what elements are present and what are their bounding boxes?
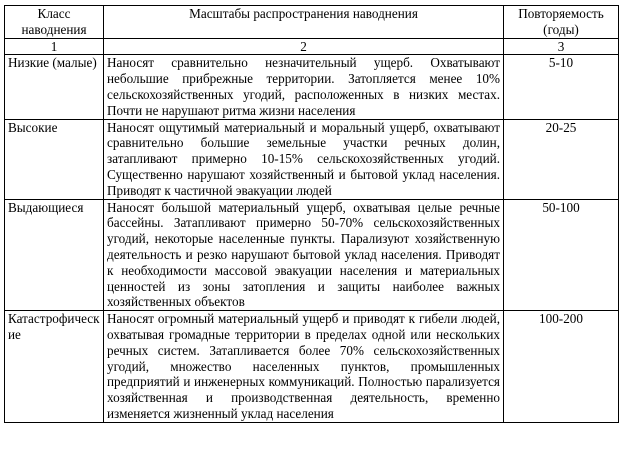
table-row: [5, 119, 619, 199]
flood-classification-table: [4, 5, 619, 423]
column-number: 1: [5, 38, 104, 55]
column-number: 3: [504, 38, 619, 55]
flood-repeat-cell: 100-200: [504, 311, 619, 423]
header-class: Класс наводнения: [5, 6, 104, 39]
header-scale: Масштабы распространения наводнения: [104, 6, 504, 39]
table-row: [5, 311, 619, 423]
column-number: 2: [104, 38, 504, 55]
flood-repeat-cell: 50-100: [504, 199, 619, 311]
table-row: [5, 55, 619, 119]
flood-description-cell: Наносят ощутимый материальный и моральный ущерб, охватывают сравнительно большие земельные участки речных долин, затапливают примерно 10-15% сельскохозяйственных угодий. Существенно нарушают хозяйственный и бытовой уклад населения. Приводят к частичной эвакуации людей: [104, 119, 504, 199]
flood-class-cell: Выдающиеся: [5, 199, 104, 311]
flood-class-cell: Катастрофические: [5, 311, 104, 423]
flood-repeat-cell: 5-10: [504, 55, 619, 119]
header-repeat: Повторяемость (годы): [504, 6, 619, 39]
flood-class-cell: Низкие (малые): [5, 55, 104, 119]
table-row: [5, 199, 619, 311]
flood-repeat-cell: 20-25: [504, 119, 619, 199]
flood-description-cell: Наносят сравнительно незначительный ущерб. Охватывают небольшие прибрежные территории. Затопляется менее 10% сельскохозяйственных угодий, расположенных в низких местах. Почти не нарушают ритма жизни населения: [104, 55, 504, 119]
column-number-row: [5, 38, 619, 55]
header-row: [5, 6, 619, 39]
flood-class-cell: Высокие: [5, 119, 104, 199]
flood-description-cell: Наносят большой материальный ущерб, охватывая целые речные бассейны. Затапливают примерно 50-70% сельскохозяйственных угодий, некоторые населенные пункты. Парализуют хозяйственную деятельность и резко нарушают бытовой уклад населения. Приводят к необходимости массовой эвакуации населения и материальных ценностей из зоны затопления и защиты наиболее важных хозяйственных объектов: [104, 199, 504, 311]
flood-description-cell: Наносят огромный материальный ущерб и приводят к гибели людей, охватывая громадные территории в пределах одной или нескольких речных систем. Затапливается более 70% сельскохозяйственных угодий, множество населенных пунктов, промышленных предприятий и инженерных коммуникаций. Полностью парализуется хозяйственная и производственная деятельность, временно изменяется жизненный уклад населения: [104, 311, 504, 423]
